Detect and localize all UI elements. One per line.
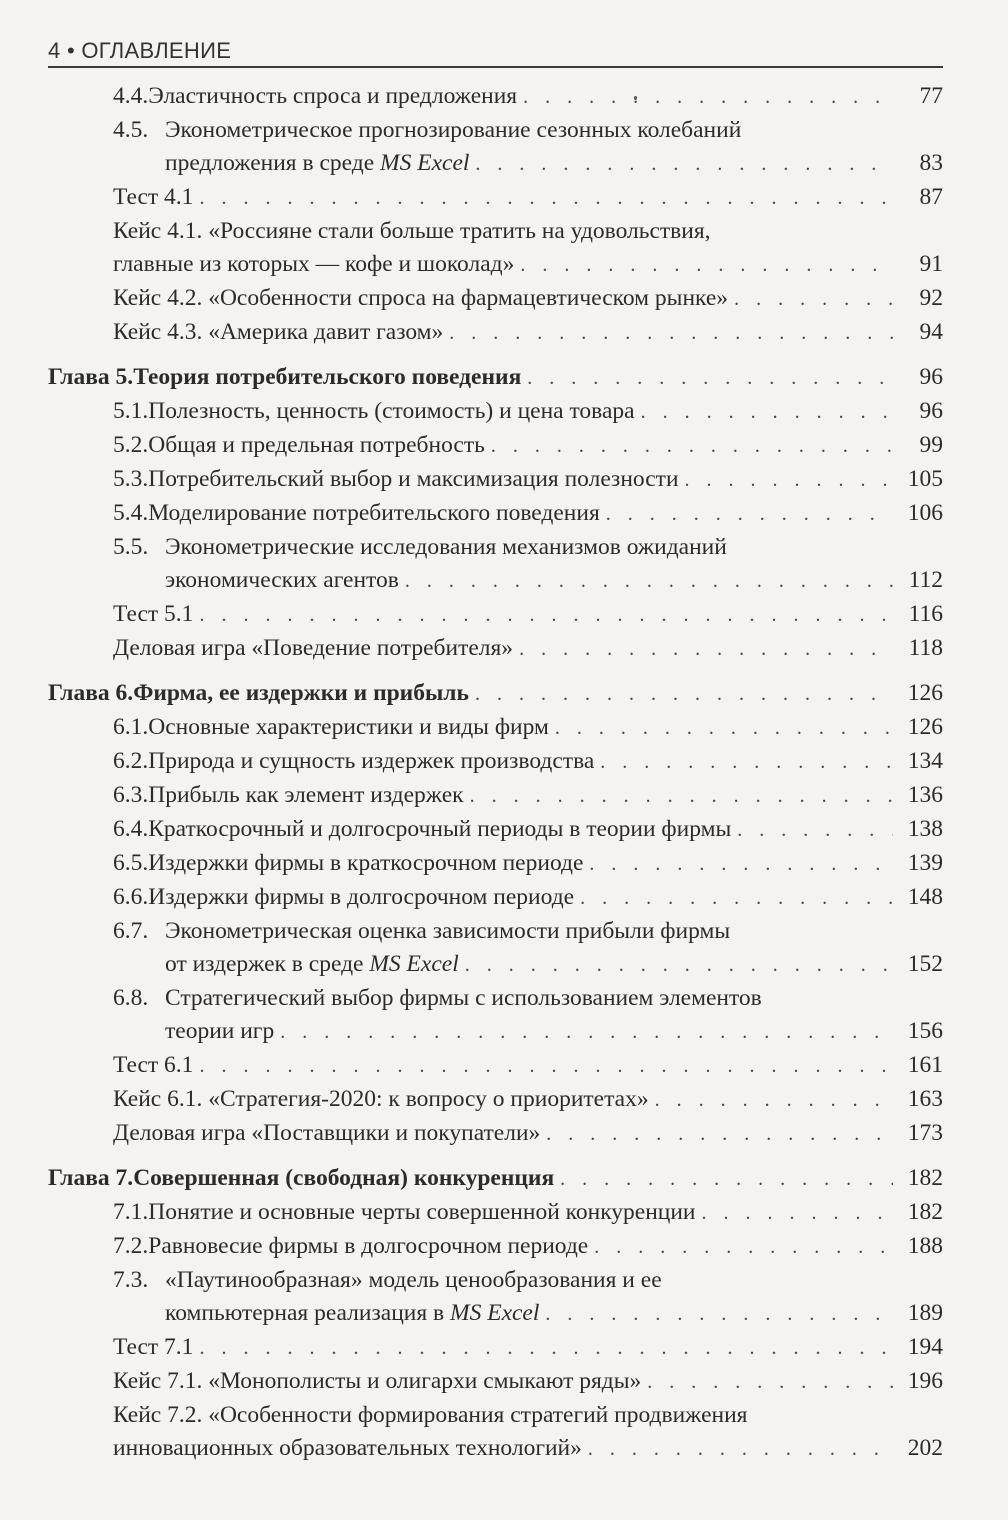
toc-entry-line (113, 248, 943, 282)
toc-entry-line (113, 1049, 943, 1083)
entry-title-text: Эконометрические исследования механизмов ожиданий (165, 534, 727, 560)
toc-section-entry (48, 847, 943, 881)
toc-item-entry (48, 181, 943, 215)
entry-title-part (148, 429, 485, 462)
entry-title-part (165, 948, 459, 981)
page-number: 148 (907, 884, 943, 910)
page-number: 161 (907, 1052, 943, 1078)
page-number: 188 (907, 1233, 943, 1259)
dot-leader (199, 182, 893, 215)
page-number: 136 (907, 782, 943, 808)
entry-title-part (148, 813, 731, 846)
entry-title-part (165, 564, 399, 597)
page-number: 99 (919, 432, 943, 458)
dot-leader (519, 633, 893, 666)
page-number: 182 (907, 1199, 943, 1225)
toc-item-entry (48, 215, 943, 282)
toc-entry-line (113, 1297, 943, 1331)
entry-title-text: Кейс 7.1. «Монополисты и олигархи смыкают ряды» (113, 1368, 642, 1394)
entry-title-text: предложения в среде (165, 150, 381, 176)
page-number: 152 (907, 951, 943, 977)
toc-entry-line (113, 1331, 943, 1365)
entry-title-part (148, 497, 600, 530)
toc-entry-line (113, 114, 943, 147)
dot-leader (199, 599, 893, 632)
entry-title-part (165, 918, 730, 944)
entry-title-part (165, 1267, 662, 1293)
section-number: 6.1. (113, 714, 149, 740)
toc-section-entry (48, 497, 943, 531)
entry-title-part (165, 147, 469, 180)
toc-section-entry (48, 982, 943, 1049)
page-number: 116 (908, 601, 943, 627)
toc-item-entry (48, 1117, 943, 1151)
entry-title-part (148, 711, 549, 744)
section-number: 5.1. (113, 398, 149, 424)
entry-title-part (148, 80, 517, 113)
entry-title-text: Кейс 4.3. «Америка давит газом» (113, 319, 444, 345)
toc-entry-line (113, 1365, 943, 1399)
toc-entry-line (113, 564, 943, 598)
toc-section-entry (48, 745, 943, 779)
dot-leader (589, 848, 893, 881)
toc-entry-line (113, 282, 943, 316)
entry-title-text: Издержки фирмы в краткосрочном периоде (148, 850, 584, 876)
entry-title-part (113, 1117, 540, 1150)
dot-leader (405, 565, 893, 598)
page-number: 87 (919, 184, 943, 210)
chapter-label: Глава 6. (48, 680, 134, 706)
entry-title-part (148, 1196, 695, 1229)
dot-leader (588, 1433, 893, 1466)
toc-entry-line (113, 847, 943, 881)
dot-leader (523, 81, 893, 114)
toc-entry-line (113, 429, 943, 463)
toc-section-entry (48, 531, 943, 598)
entry-title-text: Природа и сущность издержек производства (148, 748, 595, 774)
entry-title-part (113, 1331, 193, 1364)
dot-leader (475, 678, 893, 711)
page-number: 126 (907, 680, 943, 706)
entry-title-text: инновационных образовательных технологий» (113, 1435, 582, 1461)
toc-section-entry (48, 1196, 943, 1230)
entry-title-text: компьютерная реализация в (165, 1300, 451, 1326)
toc-chapter-entry (48, 361, 943, 395)
entry-title-part (148, 463, 678, 496)
entry-title-text: экономических агентов (165, 567, 399, 593)
entry-title-part (148, 745, 594, 778)
toc-section-entry (48, 881, 943, 915)
section-number: 6.2. (113, 748, 149, 774)
toc-section-entry (48, 114, 943, 181)
entry-title-part (165, 117, 741, 143)
entry-title-text: Краткосрочный и долгосрочный периоды в теории фирмы (148, 816, 732, 842)
entry-title-text: Теория потребительского поведения (133, 364, 522, 390)
dot-leader (647, 1366, 893, 1399)
page-number: 112 (908, 567, 943, 593)
dot-leader (737, 814, 893, 847)
entry-title-part (133, 677, 469, 710)
toc-entry-line (113, 1117, 943, 1151)
section-number: 4.5. (113, 117, 149, 143)
toc-entry-line (113, 463, 943, 497)
toc-section-entry (48, 463, 943, 497)
entry-title-text: Фирма, ее издержки и прибыль (133, 680, 469, 706)
entry-title-text: Тест 6.1 (113, 1052, 194, 1078)
dot-leader (470, 780, 893, 813)
entry-title-part (113, 248, 514, 281)
entry-title-text: Основные характеристики и виды фирм (148, 714, 549, 740)
page-number: 156 (907, 1018, 943, 1044)
entry-title-part (165, 1297, 539, 1330)
page-number: 105 (907, 466, 943, 492)
toc-item-entry (48, 316, 943, 350)
page-number: 173 (907, 1120, 943, 1146)
toc-entry-line (113, 1015, 943, 1049)
entry-title-part (113, 181, 193, 214)
toc-entry-line (113, 395, 943, 429)
toc-item-entry (48, 632, 943, 666)
page-number: 77 (919, 83, 943, 109)
toc-entry-line (113, 1432, 943, 1466)
entry-title-text: Деловая игра «Поставщики и покупатели» (113, 1120, 541, 1146)
page-number: 118 (908, 635, 943, 661)
toc-item-entry (48, 282, 943, 316)
page-number: 138 (907, 816, 943, 842)
entry-title-text: Совершенная (свободная) конкуренция (133, 1165, 555, 1191)
page-number: 126 (907, 714, 943, 740)
toc-section-entry (48, 711, 943, 745)
entry-title-part (133, 361, 521, 394)
entry-title-text: Кейс 7.2. «Особенности формирования стратегий продвижения (113, 1402, 748, 1428)
toc-item-entry (48, 1399, 943, 1466)
toc-entry-line (113, 147, 943, 181)
toc-section-entry (48, 395, 943, 429)
dot-leader (546, 1118, 893, 1151)
section-number: 6.6. (113, 884, 149, 910)
running-header (48, 34, 943, 68)
entry-title-part (148, 395, 634, 428)
section-number: 6.3. (113, 782, 149, 808)
page-number: 163 (907, 1086, 943, 1112)
toc-entry-line (113, 80, 943, 114)
entry-title-part (113, 218, 711, 244)
entry-title-text: Потребительский выбор и максимизация полезности (148, 466, 679, 492)
entry-title-part (165, 985, 762, 1011)
toc-entry-line (113, 711, 943, 745)
toc-section-entry (48, 429, 943, 463)
page-number: 194 (907, 1334, 943, 1360)
section-number: 7.2. (113, 1233, 149, 1259)
entry-title-part (113, 1432, 582, 1465)
entry-title-text: Равновесие фирмы в долгосрочном периоде (148, 1233, 589, 1259)
entry-title-part (165, 1015, 274, 1048)
entry-title-text: главные из которых — кофе и шоколад» (113, 251, 515, 277)
section-number: 5.3. (113, 466, 149, 492)
page-number: 92 (919, 285, 943, 311)
toc-entry-line (113, 813, 943, 847)
print-speck (634, 96, 637, 100)
section-number: 7.1. (113, 1199, 149, 1225)
toc-section-entry (48, 1264, 943, 1331)
toc-chapter-entry (48, 1162, 943, 1196)
entry-title-part (113, 282, 728, 315)
toc-entry-line (48, 361, 943, 395)
entry-title-part (165, 534, 727, 560)
entry-title-italic: MS Excel (450, 1300, 540, 1326)
section-number: 5.5. (113, 534, 149, 560)
toc-entry-line (48, 677, 943, 711)
entry-title-text: Тест 4.1 (113, 184, 194, 210)
entry-title-part (148, 779, 463, 812)
section-number: 5.2. (113, 432, 149, 458)
toc-item-entry (48, 598, 943, 632)
entry-title-italic: MS Excel (380, 150, 470, 176)
dot-leader (199, 1050, 893, 1083)
entry-title-text: Тест 7.1 (113, 1334, 194, 1360)
entry-title-text: Понятие и основные черты совершенной конкуренции (148, 1199, 696, 1225)
dot-leader (465, 949, 893, 982)
toc-entry-line (113, 779, 943, 813)
entry-title-text: Эконометрическое прогнозирование сезонных колебаний (165, 117, 742, 143)
dot-leader (560, 1163, 893, 1196)
page-number: 196 (907, 1368, 943, 1394)
toc-entry-line (113, 948, 943, 982)
toc-entry-line (113, 316, 943, 350)
chapter-label: Глава 7. (48, 1165, 134, 1191)
page-number: 96 (919, 398, 943, 424)
dot-leader (734, 283, 893, 316)
page-number: 139 (907, 850, 943, 876)
running-header-text: 4 • ОГЛАВЛЕНИЕ (48, 38, 232, 63)
entry-title-text: Деловая игра «Поведение потребителя» (113, 635, 514, 661)
toc-entry-line (113, 982, 943, 1015)
dot-leader (594, 1231, 893, 1264)
toc-entry-line (113, 632, 943, 666)
entry-title-italic: MS Excel (369, 951, 459, 977)
toc-section-entry (48, 779, 943, 813)
entry-title-text: теории игр (165, 1018, 275, 1044)
section-number: 7.3. (113, 1267, 149, 1293)
entry-title-part (113, 632, 513, 665)
page-number: 106 (907, 500, 943, 526)
toc-entry-line (113, 497, 943, 531)
page-number: 134 (907, 748, 943, 774)
section-number: 6.4. (113, 816, 149, 842)
toc-entry-line (113, 215, 943, 248)
page-number: 91 (919, 251, 943, 277)
page-number: 189 (907, 1300, 943, 1326)
dot-leader (685, 464, 893, 497)
dot-leader (702, 1197, 893, 1230)
entry-title-text: Эконометрическая оценка зависимости прибыли фирмы (165, 918, 731, 944)
entry-title-part (113, 316, 443, 349)
section-number: 5.4. (113, 500, 149, 526)
dot-leader (449, 317, 893, 350)
entry-title-text: Кейс 4.2. «Особенности спроса на фармацевтическом рынке» (113, 285, 729, 311)
entry-title-text: Моделирование потребительского поведения (148, 500, 600, 526)
toc-chapter-entry (48, 677, 943, 711)
dot-leader (475, 148, 893, 181)
dot-leader (280, 1016, 893, 1049)
section-number: 6.5. (113, 850, 149, 876)
entry-title-part (113, 1049, 193, 1082)
page-number: 94 (919, 319, 943, 345)
entry-title-part (113, 1402, 747, 1428)
entry-title-part (148, 847, 583, 880)
toc-item-entry (48, 1331, 943, 1365)
entry-title-text: Кейс 4.1. «Россияне стали больше тратить на удовольствия, (113, 218, 711, 244)
toc-entry-line (113, 1196, 943, 1230)
toc-item-entry (48, 1049, 943, 1083)
toc-entry-line (113, 1083, 943, 1117)
entry-title-text: Эластичность спроса и предложения (148, 83, 518, 109)
dot-leader (199, 1332, 893, 1365)
entry-title-part (113, 1083, 649, 1116)
dot-leader (606, 498, 893, 531)
entry-title-text: от издержек в среде (165, 951, 370, 977)
entry-title-text: Прибыль как элемент издержек (148, 782, 464, 808)
chapter-label: Глава 5. (48, 364, 134, 390)
dot-leader (545, 1298, 893, 1331)
toc-entry-line (113, 881, 943, 915)
toc-section-entry (48, 80, 943, 114)
toc-section-entry (48, 1230, 943, 1264)
toc-entry-line (113, 1264, 943, 1297)
entry-title-text: Стратегический выбор фирмы с использованием элементов (165, 985, 762, 1011)
entry-title-part (148, 1230, 588, 1263)
dot-leader (555, 712, 893, 745)
entry-title-text: Общая и предельная потребность (148, 432, 485, 458)
entry-title-text: Издержки фирмы в долгосрочном периоде (148, 884, 575, 910)
toc-entry-line (48, 1162, 943, 1196)
toc-entry-line (113, 1230, 943, 1264)
entry-title-text: Кейс 6.1. «Стратегия-2020: к вопросу о приоритетах» (113, 1086, 649, 1112)
dot-leader (641, 396, 893, 429)
entry-title-part (113, 1365, 641, 1398)
toc-section-entry (48, 915, 943, 982)
dot-leader (520, 249, 893, 282)
entry-title-part (133, 1162, 554, 1195)
toc-entry-line (113, 1399, 943, 1432)
page-number: 83 (919, 150, 943, 176)
toc-entry-line (113, 598, 943, 632)
table-of-contents (48, 80, 943, 1466)
entry-title-text: Полезность, ценность (стоимость) и цена товара (148, 398, 635, 424)
toc-item-entry (48, 1083, 943, 1117)
page-number: 182 (907, 1165, 943, 1191)
toc-entry-line (113, 181, 943, 215)
dot-leader (527, 362, 893, 395)
toc-section-entry (48, 813, 943, 847)
section-number: 6.8. (113, 985, 149, 1011)
page-number: 202 (907, 1435, 943, 1461)
toc-entry-line (113, 531, 943, 564)
entry-title-text: «Паутинообразная» модель ценообразования и ее (165, 1267, 662, 1293)
dot-leader (655, 1084, 893, 1117)
page-number: 96 (919, 364, 943, 390)
toc-item-entry (48, 1365, 943, 1399)
entry-title-text: Тест 5.1 (113, 601, 194, 627)
section-number: 6.7. (113, 918, 149, 944)
dot-leader (491, 430, 893, 463)
toc-entry-line (113, 915, 943, 948)
toc-entry-line (113, 745, 943, 779)
section-number: 4.4. (113, 83, 149, 109)
entry-title-part (148, 881, 574, 914)
entry-title-part (113, 598, 193, 631)
dot-leader (600, 746, 893, 779)
dot-leader (580, 882, 893, 915)
